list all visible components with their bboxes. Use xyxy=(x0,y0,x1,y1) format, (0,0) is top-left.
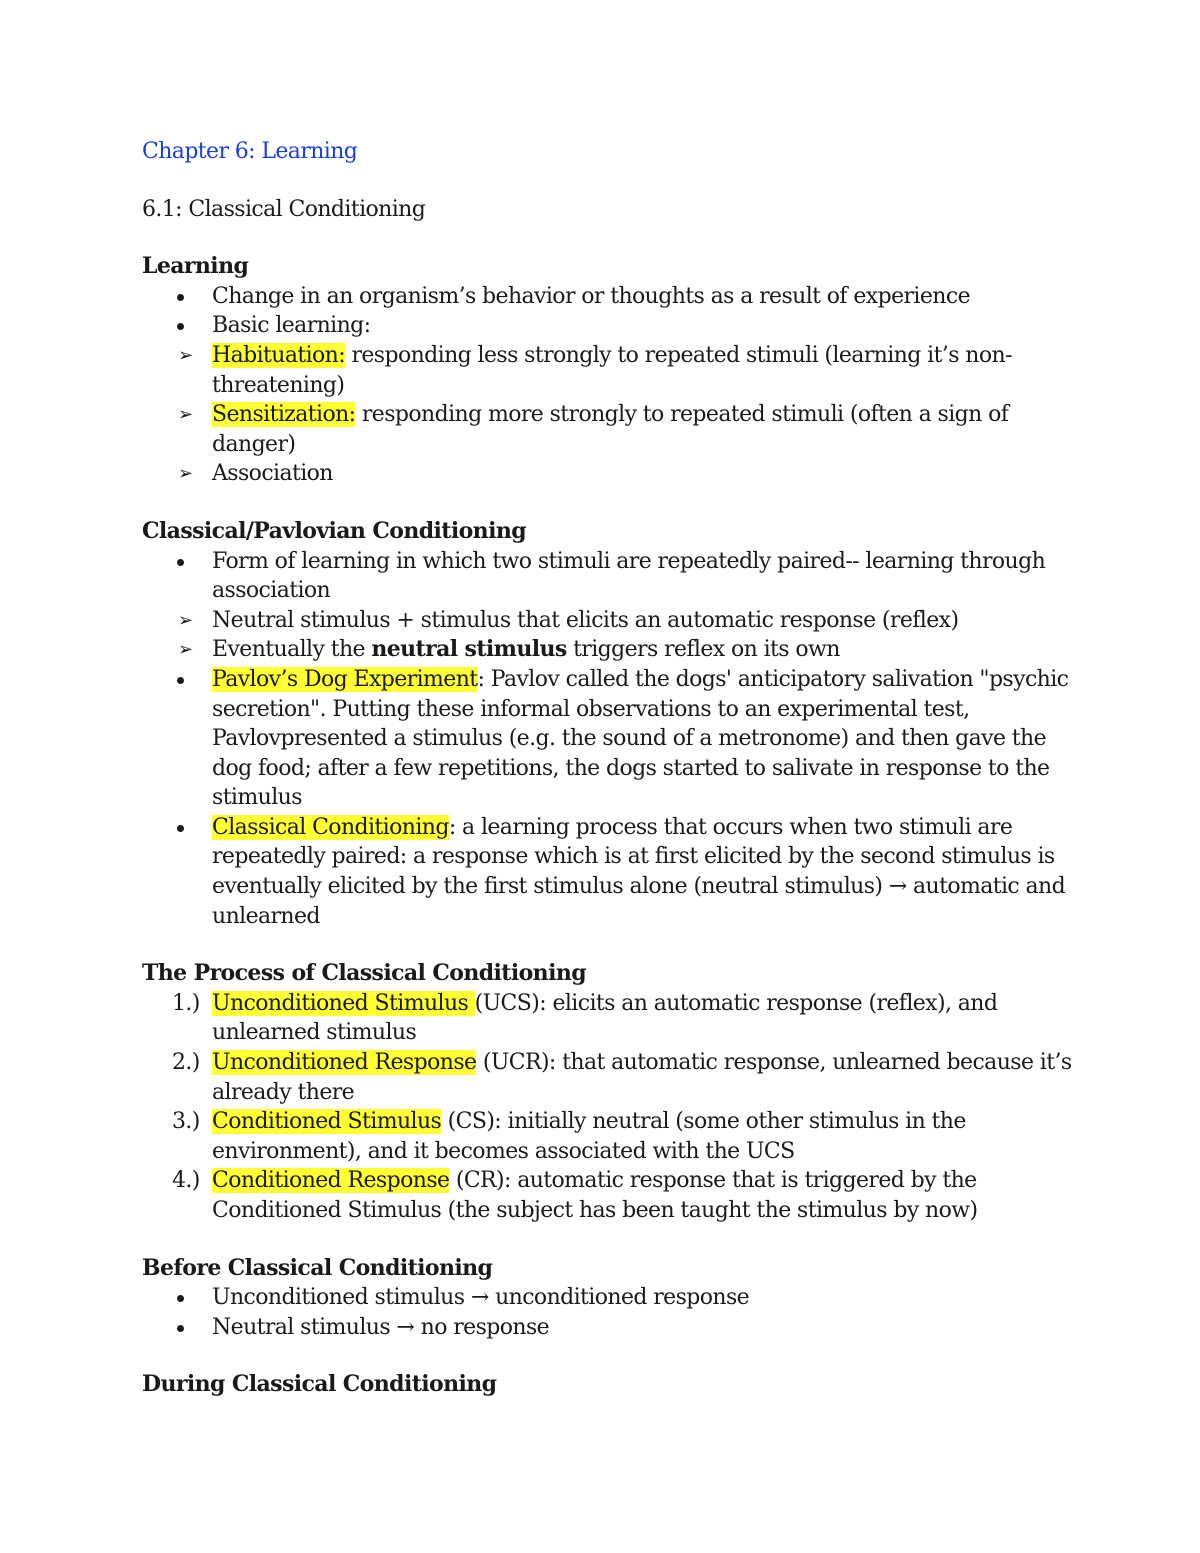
list-item: Neutral stimulus → no response xyxy=(142,1313,1072,1343)
arrow-bullet-icon: ➢ xyxy=(178,609,193,631)
heading-process: The Process of Classical Conditioning xyxy=(142,960,587,987)
list-item: Form of learning in which two stimuli are repeatedly paired-- learning through association xyxy=(142,547,1072,606)
chapter-title: Chapter 6: Learning xyxy=(142,139,358,164)
heading-learning: Learning xyxy=(142,253,249,280)
highlighted-term: Classical Conditioning xyxy=(212,814,449,840)
heading-during: During Classical Conditioning xyxy=(142,1371,497,1398)
list-item: Change in an organism’s behavior or thoughts as a result of experience xyxy=(142,282,1072,312)
arrow-bullet-icon: ➢ xyxy=(178,639,193,661)
document-body xyxy=(142,137,1072,1400)
list-item: Pavlov’s Dog Experiment: Pavlov called the dogs' anticipatory salivation "psychic secretion". Putting these informal observations to an experimental test, Pavlovpresented a stimulus (e.g. the sound of a metronome) and then gave the dog food; after a few repetitions, the dogs started to salivate in response to the stimulus xyxy=(142,665,1072,813)
learning-list xyxy=(142,282,1072,341)
highlighted-term: Pavlov’s Dog Experiment xyxy=(212,666,478,692)
list-item: Basic learning: xyxy=(142,311,1072,341)
numbered-item: 3.) Conditioned Stimulus (CS): initially neutral (some other stimulus in the environment), and it becomes associated with the UCS xyxy=(172,1109,966,1164)
pavlovian-list-a xyxy=(142,547,1072,606)
arrow-bullet-icon: ➢ xyxy=(178,344,193,366)
highlighted-term: Conditioned Response xyxy=(212,1168,450,1194)
numbered-item: 2.) Unconditioned Response (UCR): that automatic response, unlearned because it’s already there xyxy=(172,1050,1072,1105)
sub-list-item: ➢ Eventually the neutral stimulus triggers reflex on its own xyxy=(142,635,1072,665)
before-list xyxy=(142,1283,1072,1342)
sub-list-item: ➢ Association xyxy=(142,459,1072,489)
highlighted-term: Conditioned Stimulus xyxy=(212,1109,442,1135)
sub-list-item: ➢ Sensitization: responding more strongly to repeated stimuli (often a sign of danger) xyxy=(178,402,1009,457)
process-list xyxy=(142,989,1072,1226)
numbered-item: 4.) Conditioned Response (CR): automatic response that is triggered by the Conditioned Stimulus (the subject has been taught the stimulus by now) xyxy=(172,1168,978,1223)
pavlovian-sub-list xyxy=(142,606,1072,665)
sub-list-item: ➢ Habituation: responding less strongly to repeated stimuli (learning it’s non-threatening) xyxy=(178,342,1012,398)
list-item: Unconditioned stimulus → unconditioned response xyxy=(142,1283,1072,1313)
item-number: 2.) xyxy=(172,1050,200,1076)
item-number: 3.) xyxy=(172,1109,200,1135)
numbered-item: 1.) Unconditioned Stimulus (UCS): elicits an automatic response (reflex), and unlearned stimulus xyxy=(172,990,998,1046)
highlighted-term: Sensitization: xyxy=(212,402,356,428)
highlighted-term: Unconditioned Response xyxy=(212,1050,477,1076)
heading-before: Before Classical Conditioning xyxy=(142,1254,493,1281)
learning-sub-list xyxy=(142,341,1072,489)
item-number: 4.) xyxy=(172,1168,200,1194)
highlighted-term: Unconditioned Stimulus xyxy=(212,990,475,1016)
section-title: 6.1: Classical Conditioning xyxy=(142,196,426,222)
item-number: 1.) xyxy=(172,990,200,1016)
heading-pavlovian: Classical/Pavlovian Conditioning xyxy=(142,517,527,544)
highlighted-term: Habituation: xyxy=(212,342,346,368)
pavlovian-list-b xyxy=(142,665,1072,931)
arrow-bullet-icon: ➢ xyxy=(178,404,193,426)
arrow-bullet-icon: ➢ xyxy=(178,463,193,485)
sub-list-item: ➢ Neutral stimulus + stimulus that elicits an automatic response (reflex) xyxy=(142,606,1072,636)
bold-term: neutral stimulus xyxy=(371,636,567,663)
list-item: Classical Conditioning: a learning process that occurs when two stimuli are repeatedly paired: a response which is at first elicited by the second stimulus is eventually elicited by the first stimulus alone (neutral stimulus) → automatic and unlearned xyxy=(142,813,1072,931)
